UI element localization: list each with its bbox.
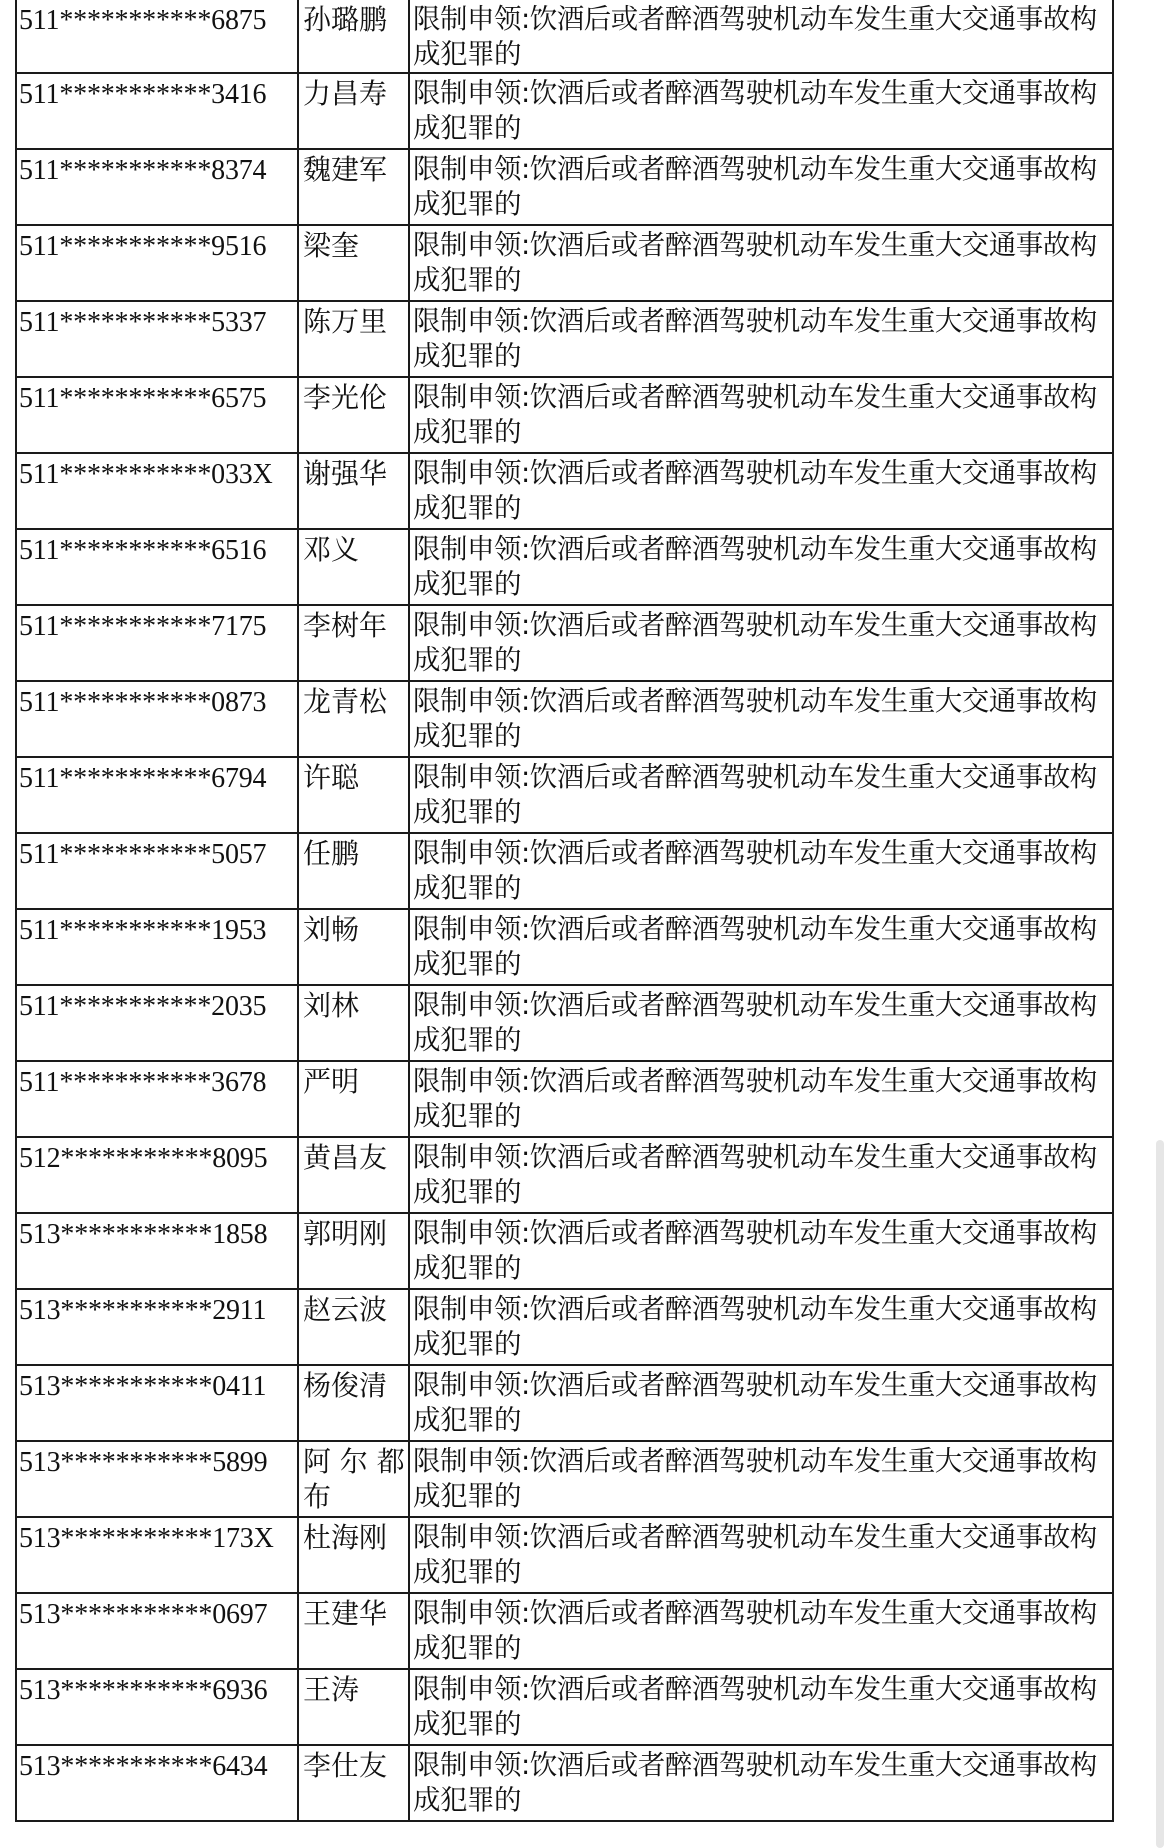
table-row — [16, 377, 1113, 453]
table-row — [16, 225, 1113, 301]
name-cell: 陈万里 — [298, 301, 409, 377]
name-cell: 杨俊清 — [298, 1365, 409, 1441]
restriction-reason-cell: 限制申领:饮酒后或者醉酒驾驶机动车发生重大交通事故构成犯罪的 — [409, 1441, 1113, 1517]
restriction-reason-cell: 限制申领:饮酒后或者醉酒驾驶机动车发生重大交通事故构成犯罪的 — [409, 605, 1113, 681]
table-row — [16, 1745, 1113, 1821]
restriction-reason-cell: 限制申领:饮酒后或者醉酒驾驶机动车发生重大交通事故构成犯罪的 — [409, 0, 1113, 73]
id-number-cell: 511***********7175 — [16, 605, 298, 681]
id-number-cell: 513***********6936 — [16, 1669, 298, 1745]
table-row — [16, 1061, 1113, 1137]
table-row — [16, 453, 1113, 529]
name-cell: 郭明刚 — [298, 1213, 409, 1289]
restriction-reason-cell: 限制申领:饮酒后或者醉酒驾驶机动车发生重大交通事故构成犯罪的 — [409, 1213, 1113, 1289]
scrollbar[interactable] — [1156, 1140, 1164, 1848]
table-row — [16, 1365, 1113, 1441]
restriction-reason-cell: 限制申领:饮酒后或者醉酒驾驶机动车发生重大交通事故构成犯罪的 — [409, 149, 1113, 225]
table-row — [16, 1137, 1113, 1213]
restriction-reason-cell: 限制申领:饮酒后或者醉酒驾驶机动车发生重大交通事故构成犯罪的 — [409, 225, 1113, 301]
name-cell: 黄昌友 — [298, 1137, 409, 1213]
restriction-reason-cell: 限制申领:饮酒后或者醉酒驾驶机动车发生重大交通事故构成犯罪的 — [409, 453, 1113, 529]
restriction-reason-cell: 限制申领:饮酒后或者醉酒驾驶机动车发生重大交通事故构成犯罪的 — [409, 1517, 1113, 1593]
name-cell: 李树年 — [298, 605, 409, 681]
id-number-cell: 511***********6875 — [16, 0, 298, 73]
name-cell: 严明 — [298, 1061, 409, 1137]
name-cell: 许聪 — [298, 757, 409, 833]
table-row — [16, 301, 1113, 377]
name-cell: 刘林 — [298, 985, 409, 1061]
name-cell: 力昌寿 — [298, 73, 409, 149]
restriction-reason-cell: 限制申领:饮酒后或者醉酒驾驶机动车发生重大交通事故构成犯罪的 — [409, 1593, 1113, 1669]
id-number-cell: 511***********2035 — [16, 985, 298, 1061]
restriction-reason-cell: 限制申领:饮酒后或者醉酒驾驶机动车发生重大交通事故构成犯罪的 — [409, 529, 1113, 605]
id-number-cell: 511***********6516 — [16, 529, 298, 605]
table-row — [16, 681, 1113, 757]
id-number-cell: 513***********1858 — [16, 1213, 298, 1289]
restriction-reason-cell: 限制申领:饮酒后或者醉酒驾驶机动车发生重大交通事故构成犯罪的 — [409, 1289, 1113, 1365]
id-number-cell: 511***********6794 — [16, 757, 298, 833]
restriction-reason-cell: 限制申领:饮酒后或者醉酒驾驶机动车发生重大交通事故构成犯罪的 — [409, 1745, 1113, 1821]
id-number-cell: 511***********0873 — [16, 681, 298, 757]
id-number-cell: 511***********5057 — [16, 833, 298, 909]
id-number-cell: 513***********173X — [16, 1517, 298, 1593]
table-row — [16, 1517, 1113, 1593]
id-number-cell: 511***********1953 — [16, 909, 298, 985]
name-cell: 孙璐鹏 — [298, 0, 409, 73]
id-number-cell: 511***********6575 — [16, 377, 298, 453]
records-table-body — [16, 0, 1113, 1821]
id-number-cell: 511***********5337 — [16, 301, 298, 377]
restriction-reason-cell: 限制申领:饮酒后或者醉酒驾驶机动车发生重大交通事故构成犯罪的 — [409, 757, 1113, 833]
restriction-reason-cell: 限制申领:饮酒后或者醉酒驾驶机动车发生重大交通事故构成犯罪的 — [409, 73, 1113, 149]
restriction-reason-cell: 限制申领:饮酒后或者醉酒驾驶机动车发生重大交通事故构成犯罪的 — [409, 985, 1113, 1061]
table-row — [16, 1593, 1113, 1669]
name-cell: 梁奎 — [298, 225, 409, 301]
id-number-cell: 511***********8374 — [16, 149, 298, 225]
restriction-reason-cell: 限制申领:饮酒后或者醉酒驾驶机动车发生重大交通事故构成犯罪的 — [409, 681, 1113, 757]
table-row — [16, 73, 1113, 149]
table-row — [16, 605, 1113, 681]
table-row — [16, 757, 1113, 833]
table-row — [16, 909, 1113, 985]
restriction-reason-cell: 限制申领:饮酒后或者醉酒驾驶机动车发生重大交通事故构成犯罪的 — [409, 909, 1113, 985]
id-number-cell: 511***********033X — [16, 453, 298, 529]
name-cell: 杜海刚 — [298, 1517, 409, 1593]
id-number-cell: 513***********2911 — [16, 1289, 298, 1365]
name-cell: 任鹏 — [298, 833, 409, 909]
id-number-cell: 513***********0411 — [16, 1365, 298, 1441]
id-number-cell: 513***********6434 — [16, 1745, 298, 1821]
restriction-reason-cell: 限制申领:饮酒后或者醉酒驾驶机动车发生重大交通事故构成犯罪的 — [409, 1365, 1113, 1441]
id-number-cell: 511***********9516 — [16, 225, 298, 301]
restriction-reason-cell: 限制申领:饮酒后或者醉酒驾驶机动车发生重大交通事故构成犯罪的 — [409, 1137, 1113, 1213]
restriction-reason-cell: 限制申领:饮酒后或者醉酒驾驶机动车发生重大交通事故构成犯罪的 — [409, 833, 1113, 909]
table-row — [16, 1289, 1113, 1365]
table-row — [16, 1441, 1113, 1517]
name-cell: 刘畅 — [298, 909, 409, 985]
table-row — [16, 149, 1113, 225]
table-row — [16, 1669, 1113, 1745]
restriction-reason-cell: 限制申领:饮酒后或者醉酒驾驶机动车发生重大交通事故构成犯罪的 — [409, 301, 1113, 377]
name-cell: 李仕友 — [298, 1745, 409, 1821]
table-row — [16, 1213, 1113, 1289]
name-cell: 李光伦 — [298, 377, 409, 453]
name-cell: 王建华 — [298, 1593, 409, 1669]
table-row — [16, 0, 1113, 73]
id-number-cell: 511***********3416 — [16, 73, 298, 149]
name-cell: 邓义 — [298, 529, 409, 605]
restriction-reason-cell: 限制申领:饮酒后或者醉酒驾驶机动车发生重大交通事故构成犯罪的 — [409, 377, 1113, 453]
id-number-cell: 513***********0697 — [16, 1593, 298, 1669]
table-row — [16, 529, 1113, 605]
name-cell: 龙青松 — [298, 681, 409, 757]
id-number-cell: 513***********5899 — [16, 1441, 298, 1517]
restriction-reason-cell: 限制申领:饮酒后或者醉酒驾驶机动车发生重大交通事故构成犯罪的 — [409, 1061, 1113, 1137]
id-number-cell: 511***********3678 — [16, 1061, 298, 1137]
name-cell: 谢强华 — [298, 453, 409, 529]
name-cell: 阿 尔 都 布 — [298, 1441, 409, 1517]
table-row — [16, 833, 1113, 909]
id-number-cell: 512***********8095 — [16, 1137, 298, 1213]
restriction-reason-cell: 限制申领:饮酒后或者醉酒驾驶机动车发生重大交通事故构成犯罪的 — [409, 1669, 1113, 1745]
name-cell: 魏建军 — [298, 149, 409, 225]
name-cell: 王涛 — [298, 1669, 409, 1745]
name-cell: 赵云波 — [298, 1289, 409, 1365]
table-row — [16, 985, 1113, 1061]
records-table — [15, 0, 1114, 1822]
